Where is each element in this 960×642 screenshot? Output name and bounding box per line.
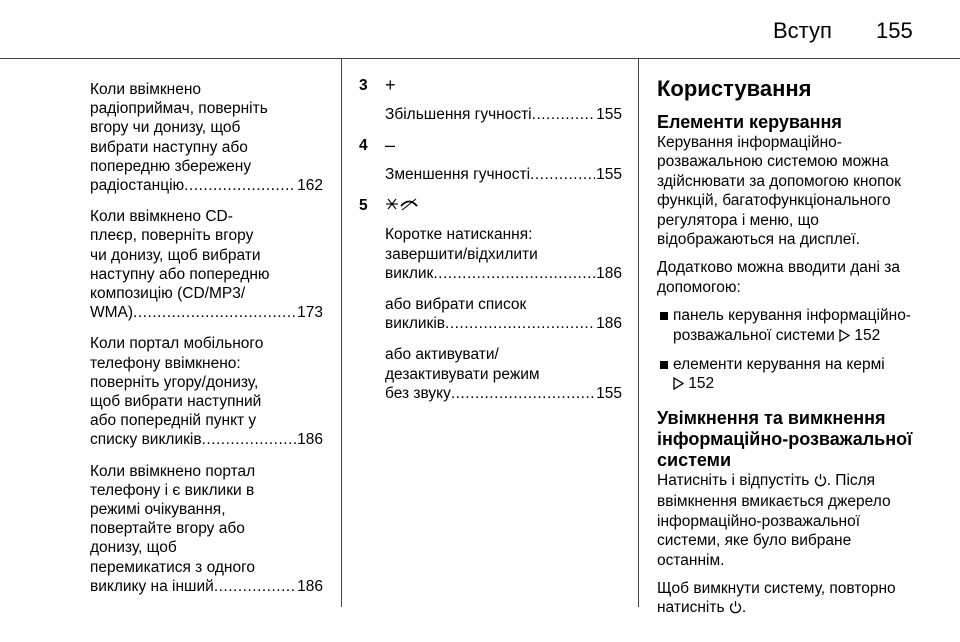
text-fragment: розважальної системи: [673, 326, 835, 344]
sub-entry: [385, 225, 622, 283]
numbered-item: [343, 196, 622, 403]
dot-leader: [451, 384, 595, 403]
text-line: функцій, багатофункціонального: [657, 192, 891, 210]
dot-leader: [445, 314, 595, 333]
text-line: Коли ввімкнено: [90, 81, 202, 98]
index-entry: [90, 207, 323, 322]
sub-entry: [385, 105, 622, 124]
text-line: [673, 374, 919, 395]
text-line: допомогою:: [657, 278, 741, 296]
text-fragment: . Після: [826, 471, 876, 489]
text-fragment: натисніть: [657, 599, 725, 617]
text-line: плеєр, поверніть вгору: [90, 227, 254, 245]
dot-leader: [214, 577, 296, 596]
paragraph-power-off: [657, 579, 919, 620]
index-line: [90, 430, 323, 449]
index-label: викликів: [385, 315, 446, 333]
page-ref[interactable]: 155: [596, 384, 622, 402]
text-line: наступну або попередню: [90, 265, 270, 283]
text-line: [657, 598, 919, 619]
index-line: [385, 384, 622, 403]
item-number: 3: [359, 77, 368, 94]
index-line: [90, 577, 323, 596]
text-line: вгору чи донизу, щоб: [90, 119, 241, 137]
text-line: системи: [657, 449, 732, 470]
dot-leader: [530, 165, 595, 184]
text-fragment: Натисніть і відпустіть: [657, 471, 810, 489]
header-rule: [0, 58, 960, 59]
text-line: розважальною системою можна: [657, 153, 889, 171]
index-line: [90, 303, 323, 322]
item-symbol: –: [385, 135, 396, 156]
page-ref[interactable]: 186: [297, 431, 323, 449]
dot-leader: [133, 303, 296, 322]
dot-leader: [433, 264, 595, 283]
page-ref-arrow-icon: [673, 376, 684, 395]
index-line: [385, 314, 622, 333]
power-icon: [814, 473, 827, 492]
page-ref-arrow-icon: [839, 328, 850, 347]
page-ref[interactable]: 155: [596, 106, 622, 123]
text-line: донизу, щоб: [90, 539, 177, 557]
page-ref[interactable]: 173: [297, 304, 323, 322]
mute-call-icon: [385, 196, 622, 215]
item-number: 5: [359, 197, 368, 215]
numbered-item: [343, 136, 622, 184]
bullet-item: [657, 306, 919, 347]
dot-leader: [532, 105, 595, 124]
text-line: Коротке натискання:: [385, 226, 533, 244]
page-ref[interactable]: 162: [297, 177, 323, 195]
header-title: Вступ: [773, 18, 832, 43]
text-fragment: .: [741, 599, 747, 617]
power-icon: [729, 600, 742, 619]
item-number: 4: [359, 137, 368, 155]
text-line: або активувати/: [385, 346, 499, 364]
text-line: Увімкнення та вимкнення: [657, 407, 886, 428]
text-line: завершити/відхилити: [385, 245, 538, 263]
index-label: WMA): [90, 304, 134, 322]
text-line: телефону ввімкнено:: [90, 354, 241, 372]
sub-entry: [385, 295, 622, 333]
paragraph-controls: [657, 133, 919, 249]
column-right: [657, 76, 919, 629]
bullet-item: [657, 355, 919, 396]
text-line: інформаційно-розважальної: [657, 512, 861, 530]
index-line: [385, 165, 622, 184]
index-label: Збільшення гучності: [385, 106, 532, 123]
column-middle: [343, 76, 622, 415]
page-ref[interactable]: 152: [688, 375, 715, 393]
column-divider-1: [341, 59, 342, 607]
index-entry: [90, 334, 323, 449]
index-line: [385, 105, 622, 124]
index-label: Зменшення гучності: [385, 166, 531, 184]
item-symbol: +: [385, 75, 396, 95]
text-line: щоб вибрати наступний: [90, 393, 262, 411]
column-divider-2: [638, 59, 639, 607]
text-line: перемикатися з одного: [90, 558, 256, 576]
text-line: вибрати наступну або: [90, 138, 248, 156]
index-line: [385, 264, 622, 283]
subheading-controls: Елементи керування: [657, 112, 842, 132]
text-line: Додатково можна вводити дані за: [657, 259, 900, 277]
index-label: без звуку: [385, 384, 451, 402]
text-line: режимі очікування,: [90, 501, 226, 519]
text-line: Щоб вимкнути систему, повторно: [657, 579, 896, 597]
bullet-square-icon: [660, 312, 668, 320]
text-line: здійснювати за допомогою кнопок: [657, 172, 901, 190]
index-label: списку викликів: [90, 431, 202, 449]
text-line: Коли ввімкнено CD-: [90, 208, 233, 226]
page-ref[interactable]: 186: [596, 264, 622, 282]
sub-entry: [385, 165, 622, 184]
subheading-power: [657, 408, 919, 471]
text-line: поверніть угору/донизу,: [90, 373, 259, 391]
index-label: виклик: [385, 264, 434, 282]
page-number: 155: [876, 18, 913, 43]
dot-leader: [202, 430, 297, 449]
text-line: інформаційно-розважальної: [657, 428, 913, 449]
index-label: виклику на інший: [90, 577, 214, 595]
text-line: Коли ввімкнено портал: [90, 462, 256, 480]
text-line: відображаються на дисплеї.: [657, 231, 860, 249]
text-line: радіоприймач, поверніть: [90, 100, 268, 118]
text-line: Керування інформаційно-: [657, 134, 842, 151]
text-line: телефону і є виклики в: [90, 481, 255, 499]
text-line: композицію (CD/MP3/: [90, 285, 246, 303]
text-line: дезактивувати режим: [385, 365, 540, 383]
text-line: ввімкнення вмикається джерело: [657, 493, 891, 511]
page-ref[interactable]: 186: [596, 315, 622, 333]
text-line: регулятора і меню, що: [657, 211, 819, 229]
section-heading: Користування: [657, 76, 812, 101]
index-line: [90, 176, 323, 195]
text-line: або попередній пункт у: [90, 412, 257, 430]
page-ref[interactable]: 152: [854, 326, 881, 344]
dot-leader: [184, 176, 296, 195]
text-line: елементи керування на кермі: [673, 356, 885, 374]
text-line: Коли портал мобільного: [90, 335, 264, 353]
numbered-item: [343, 76, 622, 124]
page-ref[interactable]: 155: [596, 166, 622, 184]
paragraph-input: [657, 258, 919, 297]
column-left: [90, 80, 323, 608]
page-ref[interactable]: 186: [297, 577, 323, 595]
sub-entry: [385, 345, 622, 403]
bullet-square-icon: [660, 361, 668, 369]
text-line: панель керування інформаційно-: [673, 307, 911, 325]
text-line: повертайте вгору або: [90, 520, 245, 538]
index-entry: [90, 462, 323, 596]
text-line: чи донизу, щоб вибрати: [90, 246, 261, 264]
paragraph-power-on: [657, 471, 919, 570]
index-entry: [90, 80, 323, 195]
text-line: [657, 471, 919, 492]
text-line: системи, яке було вибране: [657, 532, 852, 550]
text-line: або вибрати список: [385, 296, 527, 314]
index-label: радіостанцію: [90, 177, 185, 195]
text-line: попередню збережену: [90, 157, 252, 175]
text-line: [673, 326, 919, 347]
text-line: останнім.: [657, 551, 725, 569]
